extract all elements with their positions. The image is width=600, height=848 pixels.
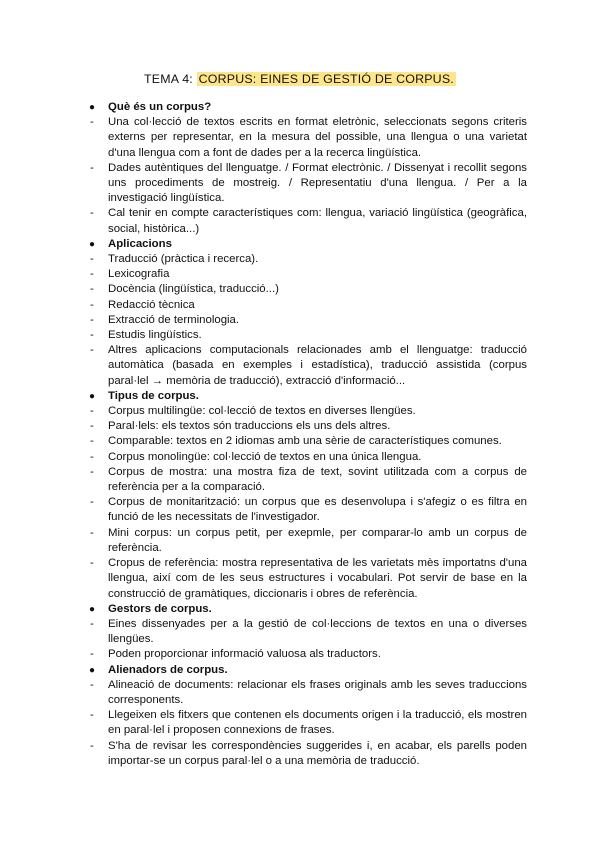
dash-icon: - (90, 435, 94, 448)
list-item-text: Paral·lels: els textos són traduccions els uns dels altres. (108, 420, 391, 433)
dash-icon: - (90, 465, 94, 478)
list-item-text: Redacció tècnica (108, 298, 195, 311)
list-item-text: S'ha de revisar les correspondències suggerides i, en acabar, els parells poden importar-se un corpus paral·lel o a una memòria de traducció. (108, 739, 527, 767)
list-item-text: Corpus monolingüe: col·lecció de textos en una única llengua. (108, 450, 422, 463)
list-item (86, 267, 527, 282)
section-heading (86, 389, 527, 404)
list-item (86, 526, 527, 556)
list-item-text: Corpus de monitarització: un corpus que es desenvolupa i s'afegiz o es filtra en funció de les necessitats de l'investigador. (108, 496, 527, 524)
dash-icon: - (90, 313, 94, 326)
list-item (86, 708, 527, 738)
list-item (86, 298, 527, 313)
list-item-text: Alineació de documents: relacionar els frases originals amb les seves traduccions corresponents. (108, 678, 527, 706)
list-item-text: Corpus de mostra: una mostra fiza de text, sovint utilitzada com a corpus de referència per a la comparació. (108, 465, 527, 494)
dash-icon: - (90, 678, 94, 691)
list-item-text: Extracció de terminologia. (108, 313, 240, 326)
dash-icon: - (90, 526, 94, 539)
list-item-text: Poden proporcionar informació valuosa als traductors. (108, 648, 381, 661)
list-item (86, 206, 527, 236)
dash-icon: - (90, 283, 94, 296)
title-highlight: CORPUS: EINES DE GESTIÓ DE CORPUS. (198, 72, 454, 86)
list-item (86, 465, 527, 495)
section-heading (86, 663, 527, 678)
list-item (86, 450, 527, 465)
list-item-text: Docència (lingüística, traducció...) (108, 283, 279, 296)
dash-icon: - (90, 420, 94, 433)
section-heading-text: Gestors de corpus. (108, 602, 212, 615)
section-heading-text: Alienadors de corpus. (108, 663, 228, 676)
list-item-text: Llegeixen els fitxers que contenen els documents origen i la traducció, els mostren en paral·lel i proposen connexions de frases. (108, 709, 527, 737)
dash-icon: - (90, 617, 94, 630)
dash-icon: - (90, 116, 94, 129)
list-item (86, 282, 527, 297)
title-prefix: TEMA 4: (144, 72, 197, 86)
section-heading (86, 602, 527, 617)
dash-icon: - (90, 496, 94, 509)
bullet-icon: ● (89, 102, 96, 113)
dash-icon: - (90, 329, 94, 342)
section-heading-text: Aplicacions (108, 237, 172, 250)
dash-icon: - (90, 298, 94, 311)
list-item (86, 434, 527, 449)
list-item (86, 556, 527, 602)
list-item (86, 419, 527, 434)
dash-icon: - (90, 450, 94, 463)
dash-icon: - (90, 344, 94, 357)
dash-icon: - (90, 405, 94, 418)
list-item-text: Mini corpus: un corpus petit, per exepmle, per comparar-lo amb un corpus de referència. (108, 526, 527, 554)
list-item-text: Estudis lingüístics. (108, 329, 202, 342)
section-heading (86, 100, 527, 115)
bullet-icon: ● (89, 390, 96, 402)
section-heading-text: Què és un corpus? (108, 101, 212, 113)
list-item-text: Traducció (pràctica i recerca). (108, 253, 259, 266)
list-item (86, 161, 527, 207)
document-body (86, 100, 527, 769)
dash-icon: - (90, 253, 94, 266)
list-item (86, 252, 527, 267)
page-title (0, 72, 600, 87)
bullet-icon: ● (89, 603, 96, 615)
list-item-text: Cropus de referència: mostra representativa de les varietats mès importatns d'una llengua, així com de les seus estructures i vocabulari. Pot servir de base en la construcció de gramàtiques, diccionaris i obres de referència. (108, 557, 527, 600)
list-item-text: Lexicografia (108, 268, 170, 281)
list-item-text: Una col·lecció de textos escrits en format eletrònic, seleccionats segons criteris externs per representar, en la mesura del possible, una llengua o una varietat d'una llengua com a font de dades per a la recerca lingüística. (108, 116, 527, 159)
list-item (86, 328, 527, 343)
dash-icon: - (90, 161, 94, 174)
list-item-text: Altres aplicacions computacionals relacionades amb el llenguatge: traducció automàtica (basada en exemples i estadística), traducció assistida (corpus paral·lel → memòria de traducció), extracció d'informació... (108, 344, 527, 387)
dash-icon: - (90, 739, 94, 752)
dash-icon: - (90, 268, 94, 281)
list-item-text: Comparable: textos en 2 idiomas amb una sèrie de característiques comunes. (108, 435, 502, 448)
dash-icon: - (90, 207, 94, 220)
section-heading (86, 237, 527, 252)
list-item (86, 343, 527, 389)
dash-icon: - (90, 648, 94, 661)
list-item-text: Cal tenir en compte característiques com: llengua, variació lingüística (geogràfica, social, històrica...) (108, 207, 527, 235)
list-item (86, 678, 527, 708)
list-item (86, 313, 527, 328)
list-item (86, 617, 527, 647)
list-item-text: Eines dissenyades per a la gestió de col·leccions de textos en una o diverses llengües. (108, 617, 527, 646)
dash-icon: - (90, 557, 94, 570)
list-item (86, 495, 527, 525)
bullet-icon: ● (89, 664, 96, 676)
dash-icon: - (90, 709, 94, 722)
list-item (86, 739, 527, 769)
section-heading-text: Tipus de corpus. (108, 389, 199, 402)
list-item-text: Corpus multilingüe: col·lecció de textos en diverses llengües. (108, 405, 416, 418)
list-item-text: Dades autèntiques del llenguatge. / Format electrònic. / Dissenyat i recollit segons uns procediments de mostreig. / Representatiu d'una llengua. / Per a la investigació lingüística. (108, 161, 527, 205)
bullet-icon: ● (89, 238, 96, 250)
list-item (86, 115, 527, 161)
list-item (86, 647, 527, 662)
list-item (86, 404, 527, 419)
